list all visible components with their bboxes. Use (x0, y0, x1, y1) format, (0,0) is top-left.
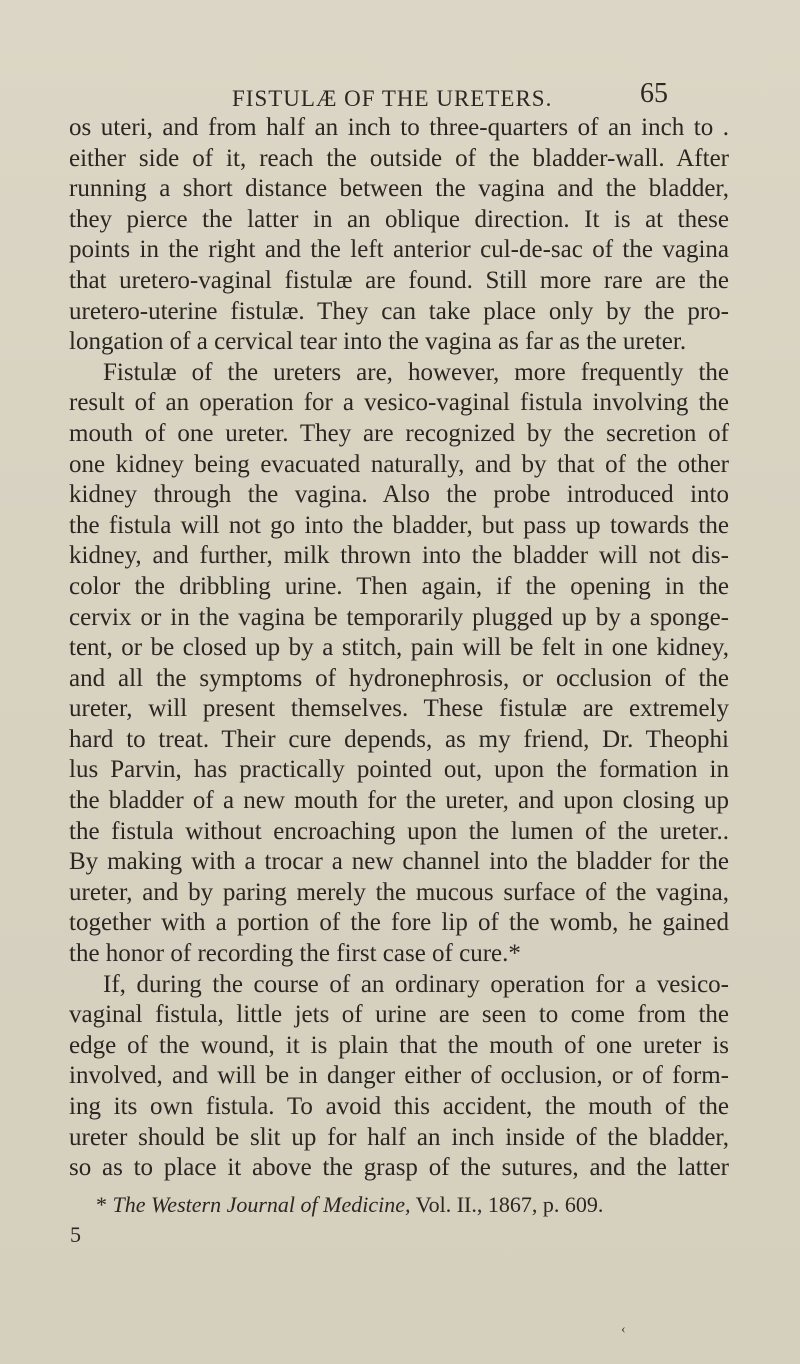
text-line: result of an operation for a vesico-vaginal fistula involving the (69, 389, 729, 417)
text-line: ureter should be slit up for half an inch inside of the bladder, (69, 1123, 729, 1151)
text-line: involved, and will be in danger either of occlusion, or of form- (69, 1062, 729, 1090)
text-line: the fistula without encroaching upon the lumen of the ureter.. (69, 817, 729, 845)
text-line: longation of a cervical tear into the vagina as far as the ureter. (69, 328, 687, 356)
text-line: and all the symptoms of hydronephrosis, or occlusion of the (69, 664, 729, 692)
footnote-journal: The Western Journal of Medicine, (112, 1192, 411, 1217)
text-line: the bladder of a new mouth for the ureter, and upon closing up (69, 787, 729, 815)
text-line: os uteri, and from half an inch to three-quarters of an inch to . (69, 114, 729, 141)
text-line: kidney, and further, milk thrown into the bladder will not dis- (69, 542, 729, 570)
stray-mark: ‹ (621, 1322, 626, 1337)
text-line: color the dribbling urine. Then again, if the opening in the (69, 572, 729, 600)
text-line: points in the right and the left anterior cul-de-sac of the vagina (69, 236, 729, 264)
text-line: edge of the wound, it is plain that the mouth of one ureter is (69, 1031, 729, 1059)
text-line: together with a portion of the fore lip of the womb, he gained (69, 909, 729, 937)
text-line: one kidney being evacuated naturally, and by that of the other (69, 450, 729, 478)
running-title: FISTULÆ OF THE URETERS. (232, 86, 553, 111)
footnote-citation: Vol. II., 1867, p. 609. (410, 1192, 604, 1217)
text-line: cervix or in the vagina be temporarily plugged up by a sponge- (69, 603, 729, 631)
text-line: tent, or be closed up by a stitch, pain will be felt in one kidney, (69, 634, 729, 662)
text-line: uretero-uterine fistulæ. They can take place only by the pro- (69, 297, 729, 325)
text-line: mouth of one ureter. They are recognized by the secretion of (69, 419, 729, 447)
text-line: ureter, will present themselves. These fistulæ are extremely (69, 695, 729, 723)
text-line: either side of it, reach the outside of the bladder-wall. After (69, 144, 729, 172)
text-line: lus Parvin, has practically pointed out, upon the formation in (69, 756, 729, 784)
signature-mark: 5 (70, 1222, 81, 1247)
text-line: vaginal fistula, little jets of urine are seen to come from the (69, 1001, 729, 1029)
text-line: Fistulæ of the ureters are, however, more frequently the (103, 358, 729, 386)
text-line: the honor of recording the first case of cure.* (69, 940, 521, 968)
text-line: If, during the course of an ordinary operation for a vesico- (103, 970, 729, 998)
text-line: kidney through the vagina. Also the probe introduced into (69, 481, 729, 509)
text-line: they pierce the latter in an oblique direction. It is at these (69, 205, 729, 233)
footnote (96, 1192, 603, 1218)
footnote-marker: * (96, 1192, 113, 1217)
text-line: running a short distance between the vagina and the bladder, (69, 175, 729, 203)
body-text (69, 113, 729, 1184)
text-line: ureter, and by paring merely the mucous surface of the vagina, (69, 878, 729, 906)
text-line: so as to place it above the grasp of the sutures, and the latter (69, 1154, 729, 1182)
text-line: the fistula will not go into the bladder, but pass up towards the (69, 511, 729, 539)
page-number: 65 (640, 78, 668, 109)
text-line: By making with a trocar a new channel into the bladder for the (69, 848, 729, 876)
text-line: that uretero-vaginal fistulæ are found. Still more rare are the (69, 266, 729, 294)
text-line: hard to treat. Their cure depends, as my friend, Dr. Theophi (69, 725, 729, 753)
text-line: ing its own fistula. To avoid this accident, the mouth of the (69, 1093, 729, 1120)
